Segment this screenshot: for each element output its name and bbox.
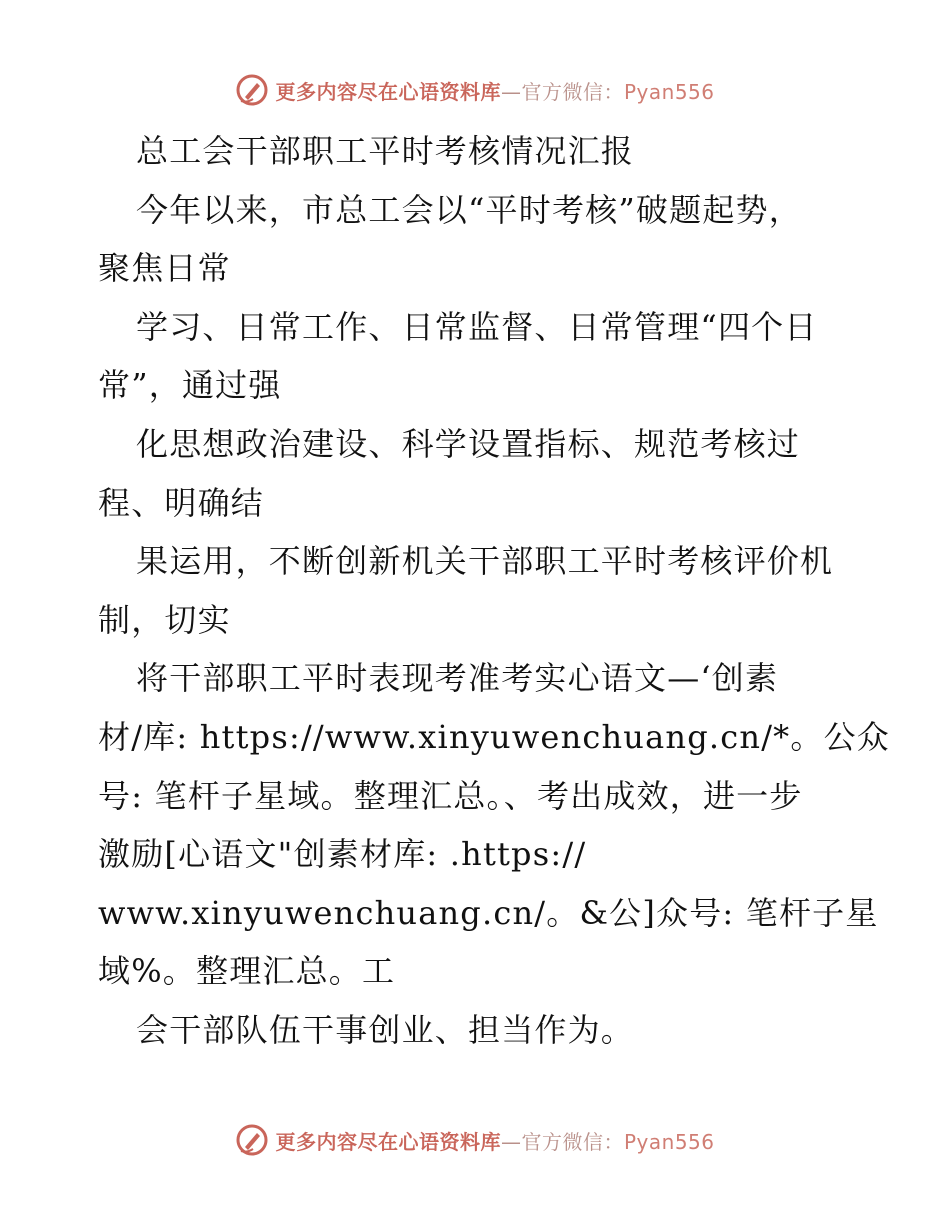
paragraph-line: 常”，通过强 (98, 366, 282, 405)
paragraph-line: 化思想政治建设、科学设置指标、规范考核过 (136, 424, 801, 463)
watermark-group (235, 1123, 714, 1157)
paragraph-line: 材/库: https://www.xinyuwenchuang.cn/*。公众 (98, 717, 890, 756)
pen-circle-logo-icon (235, 73, 269, 107)
watermark-main-text: 更多内容尽在心语资料库 (275, 79, 501, 104)
watermark-group (235, 73, 714, 107)
paragraph-line: 制，切实 (98, 600, 231, 639)
watermark-text (275, 76, 714, 105)
watermark-sub-text: 官方微信： (521, 1129, 624, 1154)
watermark-header (0, 70, 950, 110)
paragraph-line: 程、明确结 (98, 483, 265, 522)
document-title: 总工会干部职工平时考核情况汇报 (136, 132, 635, 170)
paragraph-line: 学习、日常工作、日常监督、日常管理“四个日 (136, 307, 818, 346)
paragraph-line: 会干部队伍干事创业、担当作为。 (136, 1010, 635, 1049)
watermark-footer (0, 1120, 950, 1160)
watermark-sub-text: 官方微信： (521, 79, 624, 104)
paragraph-line: 号: 笔杆子星域。整理汇总。、考出成效，进一步 (98, 776, 803, 815)
watermark-id: Pyan556 (623, 1129, 715, 1154)
document-body (98, 122, 890, 1060)
watermark-text (275, 1126, 714, 1155)
watermark-dash: — (500, 1129, 522, 1154)
paragraph-line: www.xinyuwenchuang.cn/。&公]众号: 笔杆子星 (98, 893, 879, 932)
paragraph-line: 聚焦日常 (98, 249, 231, 288)
paragraph-line: 激励[心语文"创素材库: .https:// (98, 835, 587, 874)
watermark-id: Pyan556 (623, 79, 715, 104)
paragraph-line: 今年以来，市总工会以“平时考核”破题起势， (136, 190, 802, 229)
watermark-main-text: 更多内容尽在心语资料库 (275, 1129, 501, 1154)
paragraph-line: 域%。整理汇总。工 (98, 952, 396, 991)
watermark-dash: — (500, 79, 522, 104)
pen-circle-logo-icon (235, 1123, 269, 1157)
paragraph-line: 将干部职工平时表现考准考实心语文—‘创素 (136, 659, 779, 698)
paragraph-line: 果运用，不断创新机关干部职工平时考核评价机 (136, 542, 834, 581)
